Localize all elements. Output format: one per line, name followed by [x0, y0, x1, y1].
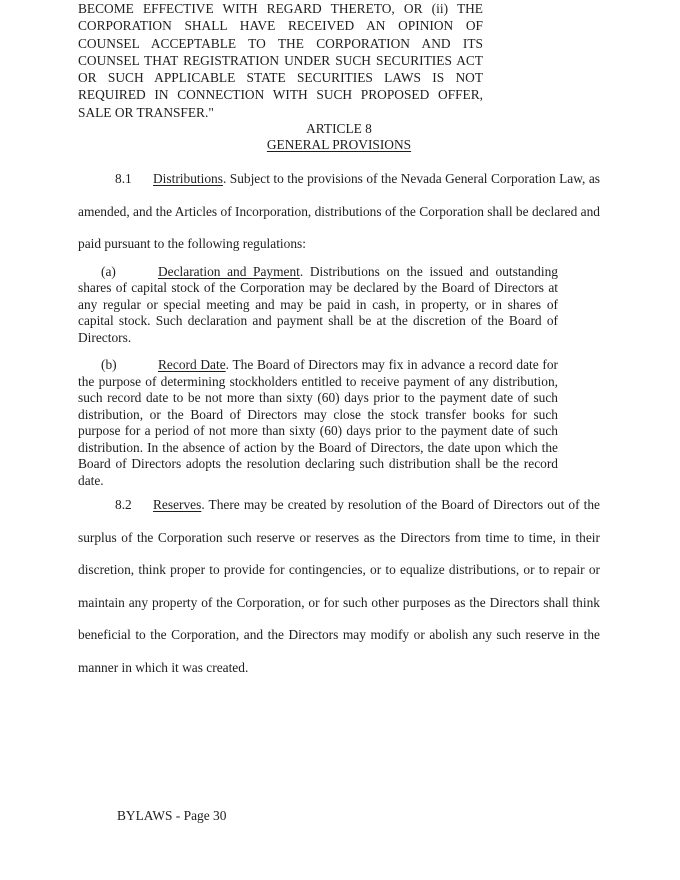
section-8-1-paragraph	[78, 163, 600, 261]
subsection-b-paragraph	[78, 357, 558, 489]
page-footer: BYLAWS - Page 30	[117, 808, 227, 823]
subsection-term: Declaration and Payment	[158, 263, 300, 279]
article-heading: ARTICLE 8	[306, 121, 372, 137]
subsection-term: Record Date	[158, 357, 226, 373]
subsection-body-text: . Distributions on the issued and outstanding shares of capital stock of the Corporation may be declared by the Board of Directors at any regular or special meeting and may be paid in cash, in property, or in shares of capital stock. Such declaration and payment shall be at the discretion of the Board of Directors.	[78, 263, 558, 345]
subsection-label: (b)	[101, 357, 117, 373]
section-term: Distributions	[153, 171, 223, 187]
section-number: 8.2	[115, 497, 132, 513]
document-body	[78, 0, 600, 684]
subsection-label: (a)	[101, 263, 116, 279]
subsection-a-paragraph	[78, 264, 558, 347]
section-number: 8.1	[115, 171, 132, 187]
section-term: Reserves	[153, 497, 202, 513]
article-subheading: GENERAL PROVISIONS	[266, 137, 412, 153]
quoted-legend-paragraph: BECOME EFFECTIVE WITH REGARD THERETO, OR (ii) THE CORPORATION SHALL HAVE RECEIVED AN OPINION OF COUNSEL ACCEPTABLE TO THE CORPORATION AND ITS COUNSEL THAT REGISTRATION UNDER SUCH SECURITIES ACT OR SUCH APPLICABLE STATE SECURITIES LAWS IS NOT REQUIRED IN CONNECTION WITH SUCH PROPOSED OFFER, SALE OR TRANSFER."	[78, 1, 483, 120]
section-body-text: . Subject to the provisions of the Nevada General Corporation Law, as amended, and the Articles of Incorporation, distributions of the Corporation shall be declared and paid pursuant to the following regulations:	[78, 171, 600, 252]
section-8-2-paragraph	[78, 489, 600, 684]
subsection-body-text: . The Board of Directors may fix in advance a record date for the purpose of determining stockholders entitled to receive payment of any distribution, such record date to be not more than sixty (60) days prior to the payment date of such distribution, or the Board of Directors may close the stock transfer books for such purpose for a period of not more than sixty (60) days prior to the payment date of such distribution. In the absence of action by the Board of Directors, the date upon which the Board of Directors adopts the resolution declaring such distribution shall be the record date.	[78, 357, 558, 488]
section-body-text: . There may be created by resolution of the Board of Directors out of the surplus of the Corporation such reserve or reserves as the Directors from time to time, in their discretion, think proper to provide for contingencies, or to equalize distributions, or to repair or maintain any property of the Corporation, or for such other purposes as the Directors shall think beneficial to the Corporation, and the Directors may modify or abolish any such reserve in the manner in which it was created.	[78, 497, 600, 675]
